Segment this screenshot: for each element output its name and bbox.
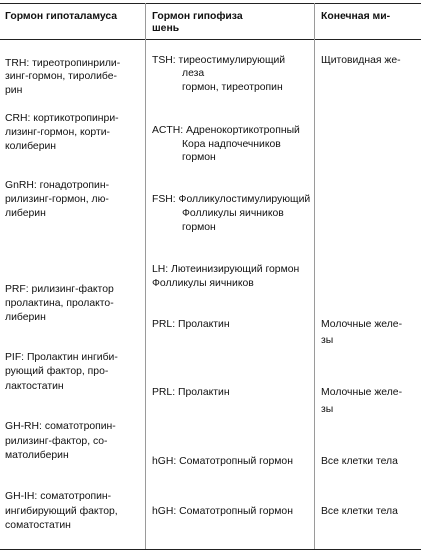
hypothalamus-line: CRH: кортикотропинри-: [5, 113, 119, 124]
hypothalamus-line: рилизинг-гормон, лю-: [5, 194, 109, 205]
pituitary-line: hGH: Соматотропный гормон: [152, 506, 293, 517]
hypothalamus-line: GH-IH: соматотропин-: [5, 491, 112, 502]
pituitary-line: Фолликулы яичников: [152, 278, 254, 289]
target-line: зы: [321, 335, 334, 346]
hypothalamus-line: зинг-гормон, тиролибе-: [5, 71, 117, 82]
hypothalamus-line: PRF: рилизинг-фактор: [5, 284, 114, 295]
hypothalamus-line: соматостатин: [5, 520, 71, 531]
hypothalamus-line: либерин: [5, 208, 46, 219]
target-line: Щитовидная же-: [321, 55, 401, 66]
hypothalamus-line: ингибирующий фактор,: [5, 506, 118, 517]
hypothalamus-line: рилизинг-фактор, со-: [5, 436, 108, 447]
hypothalamus-line: колиберин: [5, 141, 57, 152]
hypothalamus-line: лактостатин: [5, 381, 64, 392]
target-line: Молочные желе-: [321, 319, 403, 330]
pituitary-line: TSH: тиреостимулирующий: [152, 55, 286, 66]
header-hypothalamus: Гормон гипоталамуса: [5, 11, 118, 22]
pituitary-line: гормон: [182, 152, 216, 163]
pituitary-line: hGH: Соматотропный гормон: [152, 456, 293, 467]
header-bottom-border: [0, 39, 421, 40]
target-line: Молочные желе-: [321, 387, 403, 398]
header-target: Конечная ми-: [321, 11, 391, 22]
table-bottom-border: [0, 549, 421, 550]
hypothalamus-line: либерин: [5, 312, 46, 323]
hypothalamus-line: пролактина, пролакто-: [5, 298, 114, 309]
hypothalamus-line: рин: [5, 85, 23, 96]
pituitary-line: леза: [182, 68, 205, 79]
pituitary-line: гормон: [182, 222, 216, 233]
pituitary-line: PRL: Пролактин: [152, 319, 230, 330]
hypothalamus-line: рующий фактор, про-: [5, 366, 109, 377]
hypothalamus-line: матолиберин: [5, 450, 69, 461]
hypothalamus-line: GH-RH: соматотропин-: [5, 421, 116, 432]
hypothalamus-line: GnRH: гонадотропин-: [5, 180, 110, 191]
target-line: Все клетки тела: [321, 506, 398, 517]
header-pituitary-continuation: шень: [152, 23, 180, 34]
table-top-border: [0, 3, 421, 4]
pituitary-line: LH: Лютеинизирующий гормон: [152, 264, 300, 275]
pituitary-line: FSH: Фолликулостимулирующий: [152, 194, 311, 205]
pituitary-line: гормон, тиреотропин: [182, 82, 283, 93]
hypothalamus-line: PIF: Пролактин ингиби-: [5, 352, 118, 363]
pituitary-line: Кора надпочечников: [182, 139, 281, 150]
column-divider-1: [145, 3, 146, 549]
header-pituitary: Гормон гипофиза: [152, 11, 243, 22]
hypothalamus-line: лизинг-гормон, корти-: [5, 127, 110, 138]
pituitary-line: Фолликулы яичников: [182, 208, 284, 219]
pituitary-line: PRL: Пролактин: [152, 387, 230, 398]
column-divider-2: [314, 3, 315, 549]
target-line: зы: [321, 404, 334, 415]
hypothalamus-line: TRH: тиреотропинрили-: [5, 58, 121, 69]
pituitary-line: ACTH: Адренокортикотропный: [152, 125, 300, 136]
target-line: Все клетки тела: [321, 456, 398, 467]
